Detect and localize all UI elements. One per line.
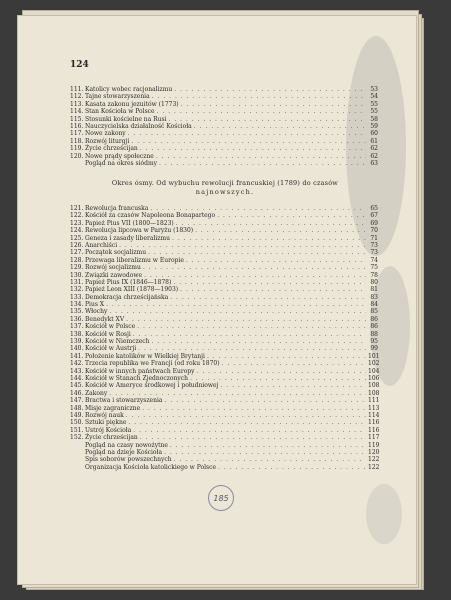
- table-of-contents-part-1: [70, 86, 378, 167]
- toc-entry-number: 150.: [70, 419, 84, 427]
- toc-entry-title: Papież Pius VII (1800—1823): [85, 219, 174, 227]
- toc-entry-page: 116: [368, 426, 380, 434]
- toc-entry-number: 137.: [70, 323, 84, 331]
- toc-entry-title: Geneza i zasady liberalizmu: [85, 234, 170, 242]
- toc-entry-page: 55: [370, 100, 378, 108]
- toc-entry-page: 62: [370, 152, 378, 160]
- toc-entry-page: 120: [368, 448, 380, 456]
- toc-entry-page: 55: [370, 108, 378, 116]
- toc-entry: [70, 419, 378, 426]
- toc-entry-number: 128.: [70, 256, 84, 264]
- toc-entry-title: Położenie katolików w Wielkiej Brytanji: [85, 352, 205, 360]
- toc-entry: [70, 397, 378, 404]
- toc-entry: [70, 405, 378, 412]
- toc-leader-dots: [220, 382, 366, 389]
- toc-entry: [70, 264, 378, 271]
- toc-entry-page: 122: [368, 463, 380, 471]
- toc-entry-title: Ustrój Kościoła: [85, 426, 132, 434]
- toc-leader-dots: [109, 308, 366, 315]
- toc-entry-title: Pogląd na czasy nowożytne: [85, 441, 168, 449]
- toc-entry-page: 62: [370, 145, 378, 153]
- toc-entry-title: Nowe prądy społeczne: [85, 152, 154, 160]
- toc-entry-page: 116: [368, 419, 380, 427]
- toc-entry-title: Pogląd na dzieje Kościoła: [85, 448, 163, 456]
- toc-entry-page: 106: [368, 374, 380, 382]
- toc-entry-page: 78: [370, 271, 378, 279]
- toc-entry-number: 113.: [70, 100, 84, 108]
- toc-entry-number: 145.: [70, 382, 84, 390]
- toc-entry: [70, 242, 378, 249]
- toc-entry-page: 67: [370, 212, 378, 220]
- toc-leader-dots: [150, 205, 366, 212]
- toc-entry-number: 116.: [70, 122, 84, 130]
- toc-entry: [70, 86, 378, 93]
- toc-entry-title: Rozwój socjalizmu: [85, 264, 141, 272]
- toc-entry-number: 141.: [70, 352, 84, 360]
- toc-leader-dots: [156, 153, 366, 160]
- toc-entry-number: 121.: [70, 205, 84, 212]
- toc-entry-title: Kościół w Ameryce środkowej i południowej: [85, 382, 219, 390]
- toc-leader-dots: [157, 108, 366, 115]
- toc-entry-title: Kościół w Polsce: [85, 323, 136, 331]
- toc-leader-dots: [181, 101, 366, 108]
- toc-entry: [70, 220, 378, 227]
- toc-leader-dots: [128, 419, 366, 426]
- toc-entry-title: Zakony: [85, 389, 108, 397]
- toc-entry-page: 74: [370, 256, 378, 264]
- toc-leader-dots: [173, 279, 366, 286]
- toc-entry-page: 122: [368, 456, 380, 464]
- section-heading-line: Okres ósmy. Od wybuchu rewolucji francuskiej (1789) do czasów: [111, 179, 339, 187]
- toc-entry: [70, 286, 378, 293]
- toc-leader-dots: [164, 449, 366, 456]
- toc-entry-number: 138.: [70, 330, 84, 338]
- toc-entry-number: 151.: [70, 426, 84, 434]
- toc-entry-page: 80: [370, 278, 378, 286]
- toc-entry-number: 131.: [70, 278, 84, 286]
- toc-entry-title: Nauczycielska działalność Kościoła: [85, 122, 192, 130]
- toc-entry-page: 65: [370, 205, 378, 212]
- toc-entry-title: Papież Pius IX (1846—1878): [85, 278, 172, 286]
- toc-entry: [70, 442, 378, 449]
- toc-entry-title: Nowe zakony: [85, 130, 126, 138]
- toc-entry-number: 152.: [70, 434, 84, 442]
- toc-entry-page: 73: [370, 241, 378, 249]
- toc-entry-title: Włochy: [85, 308, 108, 316]
- toc-entry: [70, 145, 378, 152]
- toc-entry: [70, 116, 378, 123]
- toc-leader-dots: [172, 235, 366, 242]
- toc-entry-title: Katolicy wobec racjonalizmu: [85, 86, 173, 93]
- toc-leader-dots: [142, 405, 366, 412]
- toc-entry-page: 84: [370, 301, 378, 309]
- toc-entry: [70, 212, 378, 219]
- toc-leader-dots: [126, 316, 366, 323]
- toc-entry-number: 123.: [70, 219, 84, 227]
- toc-leader-dots: [128, 130, 366, 137]
- toc-entry-title: Stosunki kościelne na Rusi: [85, 115, 167, 123]
- toc-entry-number: 132.: [70, 286, 84, 294]
- section-heading: [70, 179, 380, 197]
- toc-entry-number: 112.: [70, 93, 84, 101]
- toc-entry-page: 88: [370, 330, 378, 338]
- toc-entry: [70, 308, 378, 315]
- toc-entry-number: 115.: [70, 115, 84, 123]
- toc-entry-page: 73: [370, 249, 378, 257]
- toc-entry-title: Rozwój liturgji: [85, 137, 130, 145]
- toc-entry: [70, 331, 378, 338]
- toc-entry-page: 83: [370, 293, 378, 301]
- toc-entry-title: Spis soborów powszechnych: [85, 456, 172, 464]
- toc-entry: [70, 368, 378, 375]
- toc-entry: [70, 345, 378, 352]
- toc-entry-title: Trzecia republika we Francji (od roku 1870): [85, 360, 220, 368]
- toc-entry-title: Stan Kościoła w Polsce: [85, 108, 155, 116]
- toc-entry-title: Kościół w Austrji: [85, 345, 137, 353]
- toc-entry-title: Kościół w innych państwach Europy: [85, 367, 195, 375]
- toc-leader-dots: [152, 338, 366, 345]
- toc-entry-title: Rozwój nauk: [85, 411, 124, 419]
- library-stamp: [208, 485, 234, 511]
- toc-leader-dots: [174, 456, 366, 463]
- toc-leader-dots: [195, 227, 366, 234]
- toc-entry: [70, 272, 378, 279]
- toc-entry-page: 113: [368, 404, 380, 412]
- toc-entry-number: 136.: [70, 315, 84, 323]
- toc-entry: [70, 130, 378, 137]
- toc-leader-dots: [140, 145, 366, 152]
- toc-leader-dots: [174, 86, 366, 93]
- toc-entry: [70, 301, 378, 308]
- toc-entry: [70, 249, 378, 256]
- toc-entry: [70, 338, 378, 345]
- toc-entry: [70, 227, 378, 234]
- toc-entry: [70, 464, 378, 471]
- toc-entry: [70, 382, 378, 389]
- toc-entry-title: Przewaga liberalizmu w Europie: [85, 256, 184, 264]
- toc-leader-dots: [217, 212, 366, 219]
- toc-entry-page: 69: [370, 219, 378, 227]
- toc-entry-page: 111: [368, 397, 380, 405]
- toc-entry-page: 53: [370, 86, 378, 93]
- toc-entry-title: Anarchiści: [85, 241, 118, 249]
- toc-entry-number: 111.: [70, 86, 84, 93]
- toc-entry-page: 86: [370, 323, 378, 331]
- toc-leader-dots: [126, 412, 366, 419]
- toc-entry-number: 126.: [70, 241, 84, 249]
- toc-entry: [70, 427, 378, 434]
- toc-entry: [70, 294, 378, 301]
- toc-leader-dots: [148, 249, 366, 256]
- toc-entry-page: 58: [370, 115, 378, 123]
- toc-entry-title: Tajne stowarzyszenia: [85, 93, 150, 101]
- toc-leader-dots: [144, 272, 366, 279]
- toc-entry: [70, 138, 378, 145]
- toc-entry-page: 101: [368, 352, 380, 360]
- toc-entry-title: Początek socjalizmu: [85, 249, 147, 257]
- toc-entry-page: 104: [368, 367, 380, 375]
- toc-entry-number: 147.: [70, 397, 84, 405]
- toc-entry: [70, 375, 378, 382]
- toc-entry-number: 120.: [70, 152, 84, 160]
- toc-leader-dots: [194, 123, 366, 130]
- toc-entry: [70, 235, 378, 242]
- stamp-number: 185: [213, 493, 229, 503]
- toc-leader-dots: [222, 360, 366, 367]
- toc-entry-number: 133.: [70, 293, 84, 301]
- toc-entry-title: Życie chrześcijan: [85, 434, 138, 442]
- toc-entry-title: Życie chrześcijan: [85, 145, 138, 153]
- toc-entry-number: 149.: [70, 411, 84, 419]
- toc-entry-title: Pogląd na okres siódmy: [85, 159, 158, 167]
- toc-entry-title: Benedykt XV: [85, 315, 125, 323]
- toc-entry-page: 75: [370, 264, 378, 272]
- toc-entry-page: 119: [368, 441, 380, 449]
- toc-entry-page: 63: [370, 159, 378, 167]
- toc-entry: [70, 456, 378, 463]
- toc-entry: [70, 123, 378, 130]
- toc-entry-number: 134.: [70, 301, 84, 309]
- toc-leader-dots: [119, 242, 366, 249]
- toc-entry-number: 139.: [70, 338, 84, 346]
- toc-leader-dots: [190, 375, 366, 382]
- toc-entry-title: Kasata zakonu jezuitów (1773): [85, 100, 179, 108]
- toc-entry-title: Rewolucja francuska: [85, 205, 149, 212]
- toc-entry: [70, 279, 378, 286]
- toc-leader-dots: [137, 323, 366, 330]
- toc-entry-title: Papież Leon XIII (1878—1903): [85, 286, 179, 294]
- toc-entry-number: 140.: [70, 345, 84, 353]
- toc-leader-dots: [180, 286, 366, 293]
- toc-entry: [70, 353, 378, 360]
- toc-leader-dots: [170, 442, 366, 449]
- toc-entry-title: Pius X: [85, 301, 105, 309]
- toc-entry-title: Kościół w Stanach Zjednoczonych: [85, 374, 188, 382]
- page-number: 124: [70, 60, 89, 70]
- toc-entry-number: 114.: [70, 108, 84, 116]
- toc-leader-dots: [133, 331, 366, 338]
- toc-leader-dots: [131, 138, 366, 145]
- toc-entry-page: 60: [370, 130, 378, 138]
- toc-entry-page: 54: [370, 93, 378, 101]
- toc-leader-dots: [186, 257, 366, 264]
- toc-entry: [70, 108, 378, 115]
- toc-entry-number: 119.: [70, 145, 84, 153]
- section-heading-subline: najnowszych.: [195, 188, 255, 196]
- toc-leader-dots: [106, 301, 366, 308]
- toc-entry-number: 144.: [70, 374, 84, 382]
- toc-entry: [70, 205, 378, 212]
- toc-entry-title: Kościół za czasów Napoleona Bonapartego: [85, 212, 216, 220]
- toc-entry: [70, 153, 378, 160]
- toc-entry: [70, 360, 378, 367]
- toc-entry-number: 118.: [70, 137, 84, 145]
- toc-entry-page: 59: [370, 122, 378, 130]
- toc-entry-page: 86: [370, 315, 378, 323]
- toc-entry-page: 99: [370, 345, 378, 353]
- toc-leader-dots: [109, 390, 366, 397]
- toc-leader-dots: [170, 294, 366, 301]
- toc-leader-dots: [152, 93, 366, 100]
- toc-entry-page: 108: [368, 382, 380, 390]
- toc-entry-number: 143.: [70, 367, 84, 375]
- toc-leader-dots: [143, 264, 366, 271]
- toc-entry-number: 124.: [70, 227, 84, 235]
- toc-entry-page: 117: [368, 434, 380, 442]
- toc-entry-page: 85: [370, 308, 378, 316]
- toc-entry-title: Misje zagraniczne: [85, 404, 141, 412]
- toc-entry: [70, 412, 378, 419]
- toc-entry-page: 108: [368, 389, 380, 397]
- toc-leader-dots: [169, 116, 366, 123]
- toc-entry: [70, 160, 378, 167]
- toc-entry-number: 142.: [70, 360, 84, 368]
- toc-entry-page: 71: [370, 234, 378, 242]
- toc-entry-number: 122.: [70, 212, 84, 220]
- toc-leader-dots: [164, 397, 366, 404]
- toc-entry-page: 114: [368, 411, 380, 419]
- toc-entry-title: Organizacja Kościoła katolickiego w Polsce: [85, 463, 217, 471]
- toc-entry-title: Bractwa i stowarzyszenia: [85, 397, 163, 405]
- toc-leader-dots: [218, 464, 366, 471]
- toc-entry: [70, 390, 378, 397]
- toc-entry-page: 61: [370, 137, 378, 145]
- toc-leader-dots: [140, 434, 366, 441]
- toc-leader-dots: [138, 345, 366, 352]
- toc-entry: [70, 449, 378, 456]
- toc-leader-dots: [133, 427, 366, 434]
- toc-entry: [70, 323, 378, 330]
- toc-entry-title: Demokracja chrześcijańska: [85, 293, 169, 301]
- toc-entry: [70, 434, 378, 441]
- toc-entry-number: 129.: [70, 264, 84, 272]
- toc-entry: [70, 101, 378, 108]
- toc-entry-page: 70: [370, 227, 378, 235]
- toc-entry: [70, 93, 378, 100]
- toc-leader-dots: [159, 160, 366, 167]
- toc-entry-number: 125.: [70, 234, 84, 242]
- toc-entry-page: 102: [368, 360, 380, 368]
- toc-entry-number: 148.: [70, 404, 84, 412]
- toc-entry-number: 146.: [70, 389, 84, 397]
- toc-entry-title: Sztuki piękne: [85, 419, 127, 427]
- toc-entry-number: 130.: [70, 271, 84, 279]
- toc-entry-number: 135.: [70, 308, 84, 316]
- toc-entry-number: 117.: [70, 130, 84, 138]
- toc-leader-dots: [207, 353, 366, 360]
- paper-stain: [366, 484, 402, 544]
- toc-entry-page: 81: [370, 286, 378, 294]
- toc-entry: [70, 257, 378, 264]
- toc-entry-page: 95: [370, 338, 378, 346]
- toc-entry-title: Kościół w Rosji: [85, 330, 131, 338]
- toc-entry: [70, 316, 378, 323]
- toc-leader-dots: [197, 368, 366, 375]
- toc-entry-title: Rewolucja lipcowa w Paryżu (1830): [85, 227, 194, 235]
- table-of-contents-part-2: [70, 205, 378, 471]
- toc-leader-dots: [176, 220, 366, 227]
- toc-entry-title: Kościół w Niemczech: [85, 338, 150, 346]
- toc-entry-number: 127.: [70, 249, 84, 257]
- toc-entry-title: Związki zawodowe: [85, 271, 143, 279]
